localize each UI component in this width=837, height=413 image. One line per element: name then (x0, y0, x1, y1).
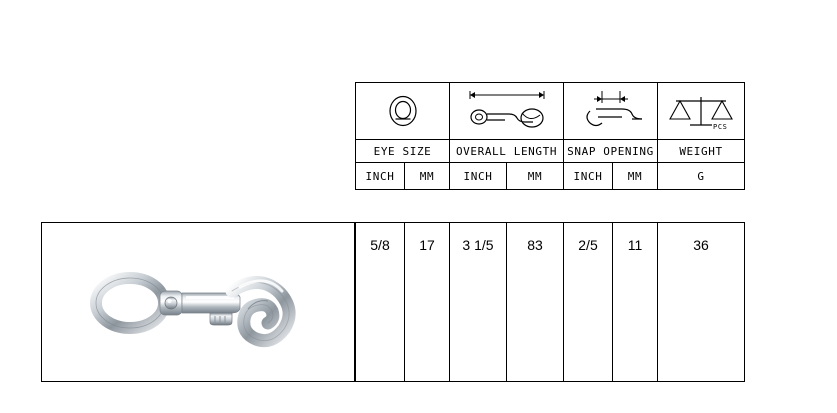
value-weight-g (658, 223, 745, 382)
value-snap-opening-mm (613, 223, 658, 382)
spec-icon-row (356, 83, 745, 140)
value-overall-length-inch (450, 223, 507, 382)
value-snap-opening-inch (564, 223, 613, 382)
unit-overall-length-inch: INCH (450, 163, 507, 190)
overall-length-icon-cell (450, 83, 564, 140)
header-label-overall-length: OVERALL LENGTH (450, 140, 564, 163)
header-label-eye-size: EYE SIZE (356, 140, 450, 163)
header-label-weight: WEIGHT (658, 140, 745, 163)
snap-opening-icon (564, 87, 657, 135)
spec-value-table (355, 222, 745, 382)
weight-pcs-label: PCS (713, 123, 728, 131)
value-eye-size-inch (356, 223, 405, 382)
eye-size-icon-cell (356, 83, 450, 140)
unit-snap-opening-inch: INCH (564, 163, 613, 190)
value-eye-size-inch-text: 5/8 (370, 237, 390, 253)
value-snap-opening-mm-text: 11 (627, 237, 643, 253)
product-image-box (41, 222, 355, 382)
value-snap-opening-inch-text: 2/5 (578, 237, 598, 253)
spec-unit-row (356, 163, 745, 190)
header-label-snap-opening: SNAP OPENING (564, 140, 658, 163)
value-eye-size-mm-text: 17 (419, 237, 435, 253)
value-eye-size-mm (405, 223, 450, 382)
snap-opening-icon-cell (564, 83, 658, 140)
unit-eye-size-inch: INCH (356, 163, 405, 190)
table-row (356, 223, 745, 382)
overall-length-icon (450, 87, 563, 135)
weight-icon-cell (658, 83, 745, 140)
spec-name-row (356, 140, 745, 163)
unit-snap-opening-mm: MM (613, 163, 658, 190)
value-overall-length-mm-text: 83 (527, 237, 543, 253)
eye-size-icon (356, 90, 449, 132)
value-weight-g-text: 36 (693, 237, 709, 253)
unit-overall-length-mm: MM (507, 163, 564, 190)
value-overall-length-inch-text: 3 1/5 (462, 237, 494, 253)
spec-header-table (355, 82, 745, 190)
unit-weight-g: G (658, 163, 745, 190)
unit-eye-size-mm: MM (405, 163, 450, 190)
value-overall-length-mm (507, 223, 564, 382)
weight-scale-icon (658, 87, 744, 135)
